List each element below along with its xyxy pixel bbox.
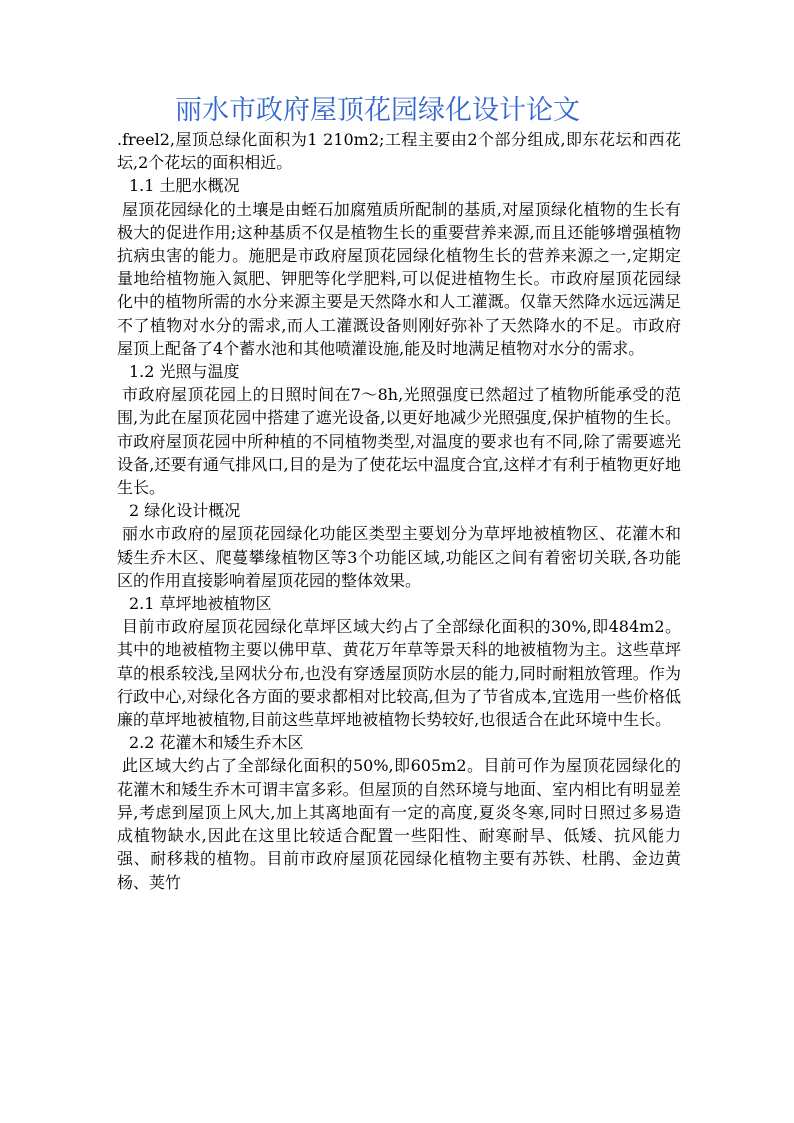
section-body-2: 丽水市政府的屋顶花园绿化功能区类型主要划分为草坪地被植物区、花灌木和矮生乔木区、爬蔓攀缘植物区等3个功能区域,功能区之间有着密切关联,各功能区的作用直接影响着屋顶花园的整体效果。	[117, 524, 681, 590]
section-body-1-2: 市政府屋顶花园上的日照时间在7～8h,光照强度已然超过了植物所能承受的范围,为此在屋顶花园中搭建了遮光设备,以更好地减少光照强度,保护植物的生长。市政府屋顶花园中所种植的不同植物类型,对温度的要求也有不同,除了需要遮光设备,还要有通气排风口,目的是为了使花坛中温度合宜,这样才有利于植物更好地生长。	[117, 385, 681, 498]
intro-paragraph: .freel2,屋顶总绿化面积为1 210m2;工程主要由2个部分组成,即东花坛和西花坛,2个花坛的面积相近。	[117, 130, 681, 173]
document-page	[117, 94, 681, 894]
section-heading-2: 2 绿化设计概况	[129, 501, 241, 521]
section-heading-1-1: 1.1 土肥水概况	[129, 176, 240, 196]
section-body-2-1: 目前市政府屋顶花园绿化草坪区域大约占了全部绿化面积的30%,即484m2。其中的地被植物主要以佛甲草、黄花万年草等景天科的地被植物为主。这些草坪草的根系较浅,呈网状分布,也没有穿透屋顶防水层的能力,同时耐粗放管理。作为行政中心,对绿化各方面的要求都相对比较高,但为了节省成本,宜选用一些价格低廉的草坪地被植物,目前这些草坪地被植物长势较好,也很适合在此环境中生长。	[117, 617, 681, 730]
section-body-1-1: 屋顶花园绿化的土壤是由蛭石加腐殖质所配制的基质,对屋顶绿化植物的生长有极大的促进作用;这种基质不仅是植物生长的重要营养来源,而且还能够增强植物抗病虫害的能力。施肥是市政府屋顶花园绿化植物生长的营养来源之一,定期定量地给植物施入氮肥、钾肥等化学肥料,可以促进植物生长。市政府屋顶花园绿化中的植物所需的水分来源主要是天然降水和人工灌溉。仅靠天然降水远远满足不了植物对水分的需求,而人工灌溉设备则刚好弥补了天然降水的不足。市政府屋顶上配备了4个蓄水池和其他喷灌设施,能及时地满足植物对水分的需求。	[117, 199, 681, 358]
section-heading-2-2: 2.2 花灌木和矮生乔木区	[129, 733, 304, 753]
section-heading-2-1: 2.1 草坪地被植物区	[129, 594, 272, 614]
section-body-2-2: 此区域大约占了全部绿化面积的50%,即605m2。目前可作为屋顶花园绿化的花灌木和矮生乔木可谓丰富多彩。但屋顶的自然环境与地面、室内相比有明显差异,考虑到屋顶上风大,加上其离地面有一定的高度,夏炎冬寒,同时日照过多易造成植物缺水,因此在这里比较适合配置一些阳性、耐寒耐旱、低矮、抗风能力强、耐移栽的植物。目前市政府屋顶花园绿化植物主要有苏铁、杜鹃、金边黄杨、荚竹	[117, 756, 681, 892]
section-heading-1-2: 1.2 光照与温度	[129, 362, 240, 382]
document-title: 丽水市政府屋顶花园绿化设计论文	[175, 95, 580, 126]
